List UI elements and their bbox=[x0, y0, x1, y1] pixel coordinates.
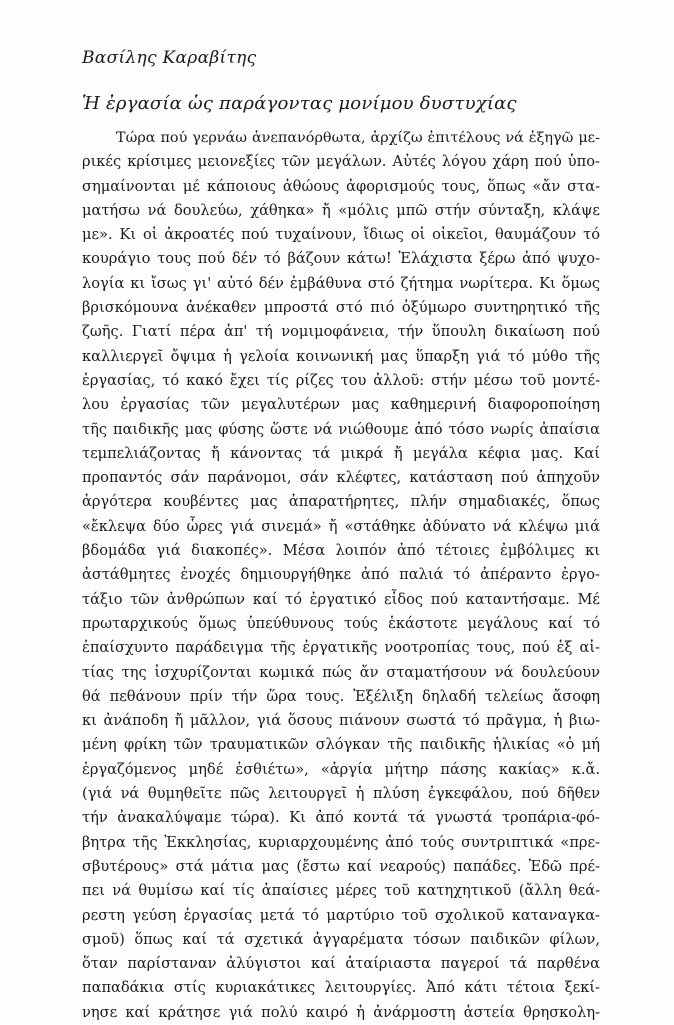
text-line: λου ἐργασίας τῶν μεγαλυτέρων μας καθημερινή διαφοροποίηση bbox=[82, 396, 600, 414]
text-line: βρισκόμουνα ἀνέκαθεν μπροστά στό πιό ὀξύμωρο συντηρητικό τῆς bbox=[82, 299, 600, 317]
text-line: ἐπαίσχυντο παράδειγμα τῆς ἐργατικῆς νοοτροπίας τους, πού ἐξ αἰ- bbox=[82, 639, 600, 657]
text-line: ἐργαζόμενος μηδέ ἐσθιέτω», «ἀργία μήτηρ πάσης κακίας» κ.ἄ. bbox=[82, 760, 600, 778]
text-line: θά πεθάνουν πρίν τήν ὥρα τους. Ἐξέλιξη δηλαδή τελείως ἄσοφη bbox=[82, 687, 600, 705]
text-line: ρικές κρίσιμες μειονεξίες τῶν μεγάλων. Αὐτές λόγου χάρη πού ὑπο- bbox=[82, 153, 600, 171]
text-line: καλλιεργεῖ ὄψιμα ἡ γελοία κοινωνική μας ὕπαρξη γιά τό μύθο τῆς bbox=[82, 347, 600, 365]
text-line: σημαίνονται μέ κάποιους ἀθώους ἀφορισμούς τους, ὅπως «ἄν στα- bbox=[82, 177, 600, 195]
text-line: τάξιο τῶν ἀνθρώπων καί τό ἐργατικό εἶδος πού καταντήσαμε. Μέ bbox=[82, 590, 600, 608]
text-line: τεμπελιάζοντας ἤ κάνοντας τά μικρά ἤ μεγάλα κέφια μας. Καί bbox=[82, 444, 600, 462]
text-line: ἐργασίας, τό κακό ἔχει τίς ρίζες του ἀλλοῦ: στήν μέσω τοῦ μοντέ- bbox=[82, 371, 600, 389]
text-line: προπαντός σάν παράνομοι, σάν κλέφτες, κατάσταση πού ἀπηχοῦν bbox=[82, 469, 600, 487]
text-line: ἀστάθμητες ἐνοχές δημιουργήθηκε ἀπό παλιά τό ἀπέραντο ἐργο- bbox=[82, 566, 600, 584]
text-line: ματήσω νά δουλεύω, χάθηκα» ἤ «μόλις μπῶ στήν σύνταξη, κλάψε bbox=[82, 201, 600, 219]
text-line: παπαδάκια στίς κυριακάτικες λειτουργίες. Ἀπό κάτι τέτοια ξεκί- bbox=[82, 979, 600, 997]
text-line: Τώρα πού γερνάω ἀνεπανόρθωτα, ἀρχίζω ἐπιτέλους νά ἐξηγῶ με- bbox=[116, 130, 600, 146]
text-line: ρεστη γεύση ἐργασίας μετά τό μαρτύριο τοῦ σχολικοῦ καταναγκα- bbox=[82, 906, 600, 924]
text-line: σμοῦ) ὅπως καί τά σχετικά ἀγγαρέματα τόσων παιδικῶν φίλων, bbox=[82, 930, 600, 948]
text-line: λογία κι ἴσως γι' αὐτό δέν ἐμβάθυνα στό ζήτημα νωρίτερα. Κι ὅμως bbox=[82, 274, 600, 292]
text-line: τίας της ἰσχυρίζονται κωμικά πώς ἄν σταματήσουν νά δουλεύουν bbox=[82, 663, 600, 681]
text-line: ἀργότερα κουβέντες μας ἀπαρατήρητες, πλήν σημαδιακές, ὅπως bbox=[82, 493, 600, 511]
text-line: σβυτέρους» στά μάτια μας (ἔστω καί νεαρούς) παπάδες. Ἐδῶ πρέ- bbox=[82, 857, 600, 875]
text-line: βητρα τῆς Ἐκκλησίας, κυριαρχουμένης ἀπό τούς συντριπτικά «πρε- bbox=[82, 833, 600, 851]
running-header-author: Βασίλης Καραβίτης bbox=[82, 48, 257, 68]
text-line: πει νά θυμίσω καί τίς ἀπαίσιες μέρες τοῦ κατηχητικοῦ (ἄλλη θεά- bbox=[82, 882, 600, 900]
text-line: πρωταρχικούς ὅμως ὑπεύθυνους τούς ἑκάστοτε μεγάλους καί τό bbox=[82, 614, 600, 632]
text-line: ζωῆς. Γιατί πέρα ἀπ' τή νομιμοφάνεια, τήν ὕπουλη δικαίωση πού bbox=[82, 323, 600, 341]
chapter-title: Ἡ ἐργασία ὡς παράγοντας μονίμου δυστυχίας bbox=[82, 93, 517, 114]
text-line: κουράγιο τους πού δέν τό βάζουν κάτω! Ἐλάχιστα ξέρω ἀπό ψυχο- bbox=[82, 250, 600, 268]
text-line: «ἔκλεψα δύο ὧρες γιά σινεμά» ἤ «στάθηκε ἀδύνατο νά κλέψω μιά bbox=[82, 517, 600, 535]
text-line: με». Κι οἱ ἀκροατές πού τυχαίνουν, ἴδιως οἱ οἰκεῖοι, θαυμάζουν τό bbox=[82, 226, 600, 244]
text-line: τῆς παιδικῆς μας φύσης ὥστε νά νιώθουμε ἀπό τόσο νωρίς ἀπαίσια bbox=[82, 420, 600, 438]
body-text bbox=[82, 126, 600, 1025]
text-line: νησε καί κράτησε γιά πολύ καιρό ἡ ἀνάρμοστη ἀστεία θρησκολη- bbox=[82, 1003, 600, 1021]
text-line: ὅταν παρίσταναν ἀλύγιστοι καί ἀταίριαστα παγεροί τά παρθένα bbox=[82, 955, 600, 973]
text-line: μένη φρίκη τῶν τραυματικῶν σλόγκαν τῆς παιδικῆς ἡλικίας «ὁ μή bbox=[82, 736, 600, 754]
text-line: (γιά νά θυμηθεῖτε πῶς λειτουργεῖ ἡ πλύση ἐγκεφάλου, πού δῆθεν bbox=[82, 785, 600, 803]
text-line: τήν ἀνακαλύψαμε τώρα). Κι ἀπό κοντά τά γνωστά τροπάρια-φό- bbox=[82, 809, 600, 827]
text-line: βδομάδα γιά διακοπές». Μέσα λοιπόν ἀπό τέτοιες ἐμβόλιμες κι bbox=[82, 542, 600, 560]
text-line: κι ἀνάποδη ἤ μᾶλλον, γιά ὅσους πιάνουν σωστά τό πρᾶγμα, ἡ βιω- bbox=[82, 712, 600, 730]
